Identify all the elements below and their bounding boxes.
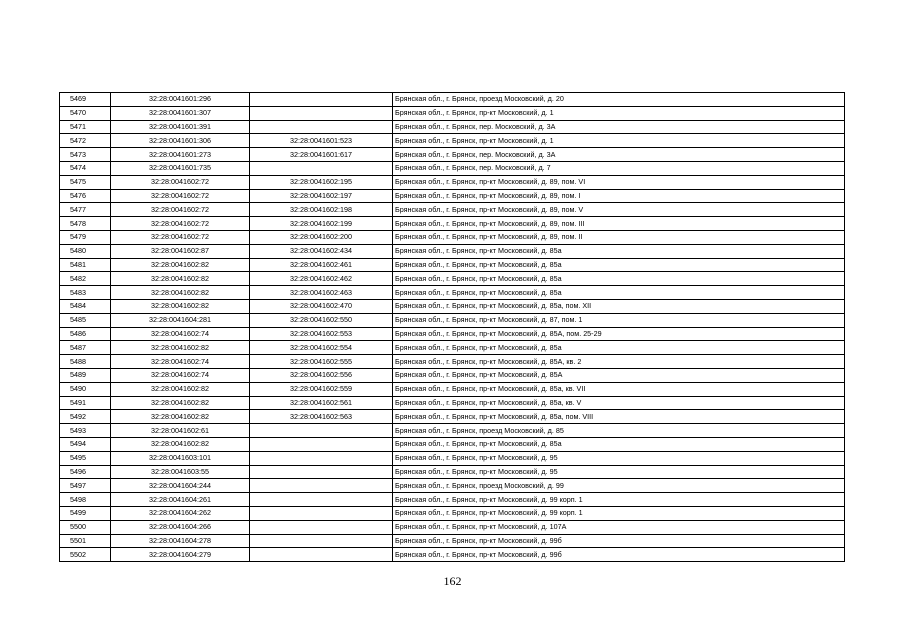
related-cadastral-number-cell [250,93,393,107]
table-row [60,534,845,548]
address-cell: Брянская обл., г. Брянск, пр-кт Московский, д. 95 [393,451,845,465]
cadastral-number-cell: 32:28:0041601:391 [111,120,250,134]
cadastral-number-cell: 32:28:0041604:278 [111,534,250,548]
related-cadastral-number-cell: 32:28:0041602:198 [250,203,393,217]
address-cell: Брянская обл., г. Брянск, проезд Московский, д. 99 [393,479,845,493]
related-cadastral-number-cell: 32:28:0041602:461 [250,258,393,272]
address-cell: Брянская обл., г. Брянск, пр-кт Московский, д. 85а [393,272,845,286]
row-number-cell: 5489 [60,368,111,382]
related-cadastral-number-cell: 32:28:0041602:462 [250,272,393,286]
row-number-cell: 5477 [60,203,111,217]
cadastral-number-cell: 32:28:0041602:72 [111,189,250,203]
table-row [60,161,845,175]
row-number-cell: 5471 [60,120,111,134]
table-row [60,368,845,382]
related-cadastral-number-cell: 32:28:0041602:559 [250,382,393,396]
related-cadastral-number-cell [250,493,393,507]
cadastral-number-cell: 32:28:0041602:82 [111,341,250,355]
row-number-cell: 5476 [60,189,111,203]
row-number-cell: 5473 [60,148,111,162]
related-cadastral-number-cell [250,437,393,451]
related-cadastral-number-cell [250,120,393,134]
row-number-cell: 5487 [60,341,111,355]
cadastral-number-cell: 32:28:0041602:87 [111,244,250,258]
table-row [60,465,845,479]
row-number-cell: 5475 [60,175,111,189]
row-number-cell: 5480 [60,244,111,258]
address-cell: Брянская обл., г. Брянск, пр-кт Московский, д. 85а, кв. V [393,396,845,410]
page-number: 162 [443,574,462,588]
related-cadastral-number-cell: 32:28:0041602:550 [250,313,393,327]
row-number-cell: 5498 [60,493,111,507]
table-row [60,148,845,162]
related-cadastral-number-cell: 32:28:0041601:523 [250,134,393,148]
address-cell: Брянская обл., г. Брянск, пр-кт Московский, д. 99б [393,534,845,548]
cadastral-number-cell: 32:28:0041602:74 [111,327,250,341]
related-cadastral-number-cell [250,520,393,534]
row-number-cell: 5472 [60,134,111,148]
cadastral-number-cell: 32:28:0041601:296 [111,93,250,107]
address-cell: Брянская обл., г. Брянск, пр-кт Московский, д. 85а, пом. XII [393,299,845,313]
table-row [60,93,845,107]
cadastral-number-cell: 32:28:0041602:72 [111,217,250,231]
address-cell: Брянская обл., г. Брянск, пр-кт Московский, д. 85а [393,341,845,355]
related-cadastral-number-cell: 32:28:0041602:553 [250,327,393,341]
address-cell: Брянская обл., г. Брянск, пр-кт Московский, д. 85А, пом. 25-29 [393,327,845,341]
address-cell: Брянская обл., г. Брянск, пр-кт Московский, д. 85а, пом. VIII [393,410,845,424]
address-cell: Брянская обл., г. Брянск, пр-кт Московский, д. 89, пом. V [393,203,845,217]
related-cadastral-number-cell: 32:28:0041602:561 [250,396,393,410]
address-cell: Брянская обл., г. Брянск, пр-кт Московский, д. 85а [393,258,845,272]
row-number-cell: 5482 [60,272,111,286]
row-number-cell: 5474 [60,161,111,175]
address-cell: Брянская обл., г. Брянск, пр-кт Московский, д. 99 корп. 1 [393,493,845,507]
table-row [60,382,845,396]
row-number-cell: 5494 [60,437,111,451]
row-number-cell: 5479 [60,230,111,244]
row-number-cell: 5486 [60,327,111,341]
address-cell: Брянская обл., г. Брянск, пер. Московский, д. 3А [393,148,845,162]
table-row [60,479,845,493]
cadastral-number-cell: 32:28:0041604:244 [111,479,250,493]
address-cell: Брянская обл., г. Брянск, пр-кт Московский, д. 87, пом. 1 [393,313,845,327]
row-number-cell: 5484 [60,299,111,313]
registry-table [59,92,845,562]
table-row [60,106,845,120]
cadastral-number-cell: 32:28:0041602:74 [111,368,250,382]
table-row [60,327,845,341]
row-number-cell: 5491 [60,396,111,410]
related-cadastral-number-cell: 32:28:0041602:556 [250,368,393,382]
related-cadastral-number-cell [250,451,393,465]
cadastral-number-cell: 32:28:0041603:101 [111,451,250,465]
table-row [60,341,845,355]
row-number-cell: 5497 [60,479,111,493]
cadastral-number-cell: 32:28:0041602:82 [111,258,250,272]
table-row [60,548,845,562]
cadastral-number-cell: 32:28:0041601:735 [111,161,250,175]
related-cadastral-number-cell: 32:28:0041602:200 [250,230,393,244]
cadastral-number-cell: 32:28:0041601:306 [111,134,250,148]
cadastral-number-cell: 32:28:0041602:82 [111,410,250,424]
row-number-cell: 5470 [60,106,111,120]
row-number-cell: 5502 [60,548,111,562]
table-row [60,244,845,258]
related-cadastral-number-cell [250,465,393,479]
table-row [60,451,845,465]
address-cell: Брянская обл., г. Брянск, пр-кт Московский, д. 89, пом. VI [393,175,845,189]
cadastral-number-cell: 32:28:0041604:266 [111,520,250,534]
row-number-cell: 5488 [60,355,111,369]
cadastral-number-cell: 32:28:0041604:279 [111,548,250,562]
related-cadastral-number-cell: 32:28:0041601:617 [250,148,393,162]
table-row [60,437,845,451]
address-cell: Брянская обл., г. Брянск, пр-кт Московский, д. 85А, кв. 2 [393,355,845,369]
cadastral-number-cell: 32:28:0041604:261 [111,493,250,507]
address-cell: Брянская обл., г. Брянск, пр-кт Московский, д. 99б [393,548,845,562]
address-cell: Брянская обл., г. Брянск, пр-кт Московский, д. 85а [393,437,845,451]
table-row [60,230,845,244]
cadastral-number-cell: 32:28:0041602:61 [111,424,250,438]
table-row [60,299,845,313]
address-cell: Брянская обл., г. Брянск, пр-кт Московский, д. 85а, кв. VII [393,382,845,396]
cadastral-number-cell: 32:28:0041603:55 [111,465,250,479]
table-row [60,286,845,300]
address-cell: Брянская обл., г. Брянск, пр-кт Московский, д. 107А [393,520,845,534]
related-cadastral-number-cell: 32:28:0041602:434 [250,244,393,258]
table-row [60,410,845,424]
related-cadastral-number-cell [250,506,393,520]
related-cadastral-number-cell: 32:28:0041602:195 [250,175,393,189]
table-row [60,493,845,507]
cadastral-number-cell: 32:28:0041602:72 [111,203,250,217]
table-row [60,272,845,286]
row-number-cell: 5469 [60,93,111,107]
table-row [60,217,845,231]
table-row [60,313,845,327]
related-cadastral-number-cell: 32:28:0041602:199 [250,217,393,231]
row-number-cell: 5495 [60,451,111,465]
cadastral-number-cell: 32:28:0041602:72 [111,230,250,244]
table-row [60,424,845,438]
address-cell: Брянская обл., г. Брянск, пр-кт Московский, д. 89, пом. I [393,189,845,203]
cadastral-number-cell: 32:28:0041602:82 [111,299,250,313]
cadastral-number-cell: 32:28:0041604:281 [111,313,250,327]
cadastral-number-cell: 32:28:0041602:74 [111,355,250,369]
address-cell: Брянская обл., г. Брянск, пр-кт Московский, д. 89, пом. II [393,230,845,244]
row-number-cell: 5490 [60,382,111,396]
address-cell: Брянская обл., г. Брянск, пр-кт Московский, д. 85а [393,286,845,300]
row-number-cell: 5499 [60,506,111,520]
address-cell: Брянская обл., г. Брянск, проезд Московский, д. 20 [393,93,845,107]
row-number-cell: 5493 [60,424,111,438]
related-cadastral-number-cell [250,548,393,562]
related-cadastral-number-cell: 32:28:0041602:197 [250,189,393,203]
related-cadastral-number-cell [250,161,393,175]
address-cell: Брянская обл., г. Брянск, пр-кт Московский, д. 99 корп. 1 [393,506,845,520]
row-number-cell: 5496 [60,465,111,479]
row-number-cell: 5481 [60,258,111,272]
row-number-cell: 5501 [60,534,111,548]
cadastral-number-cell: 32:28:0041602:82 [111,382,250,396]
cadastral-number-cell: 32:28:0041602:82 [111,437,250,451]
address-cell: Брянская обл., г. Брянск, пр-кт Московский, д. 85А [393,368,845,382]
row-number-cell: 5492 [60,410,111,424]
address-cell: Брянская обл., г. Брянск, пер. Московский, д. 3А [393,120,845,134]
related-cadastral-number-cell: 32:28:0041602:463 [250,286,393,300]
table-row [60,396,845,410]
cadastral-number-cell: 32:28:0041602:82 [111,286,250,300]
related-cadastral-number-cell: 32:28:0041602:563 [250,410,393,424]
cadastral-number-cell: 32:28:0041604:262 [111,506,250,520]
table-row [60,258,845,272]
related-cadastral-number-cell: 32:28:0041602:555 [250,355,393,369]
address-cell: Брянская обл., г. Брянск, пр-кт Московский, д. 95 [393,465,845,479]
address-cell: Брянская обл., г. Брянск, пер. Московский, д. 7 [393,161,845,175]
cadastral-number-cell: 32:28:0041602:82 [111,272,250,286]
address-cell: Брянская обл., г. Брянск, проезд Московский, д. 85 [393,424,845,438]
row-number-cell: 5478 [60,217,111,231]
table-row [60,175,845,189]
table-row [60,189,845,203]
cadastral-number-cell: 32:28:0041601:307 [111,106,250,120]
cadastral-number-cell: 32:28:0041602:82 [111,396,250,410]
row-number-cell: 5483 [60,286,111,300]
related-cadastral-number-cell [250,424,393,438]
address-cell: Брянская обл., г. Брянск, пр-кт Московский, д. 89, пом. III [393,217,845,231]
related-cadastral-number-cell [250,534,393,548]
registry-table-body [60,93,845,562]
address-cell: Брянская обл., г. Брянск, пр-кт Московский, д. 1 [393,106,845,120]
row-number-cell: 5485 [60,313,111,327]
cadastral-number-cell: 32:28:0041601:273 [111,148,250,162]
table-row [60,203,845,217]
cadastral-number-cell: 32:28:0041602:72 [111,175,250,189]
table-row [60,134,845,148]
row-number-cell: 5500 [60,520,111,534]
related-cadastral-number-cell [250,106,393,120]
table-row [60,355,845,369]
table-row [60,506,845,520]
table-row [60,520,845,534]
address-cell: Брянская обл., г. Брянск, пр-кт Московский, д. 85а [393,244,845,258]
address-cell: Брянская обл., г. Брянск, пр-кт Московский, д. 1 [393,134,845,148]
related-cadastral-number-cell: 32:28:0041602:554 [250,341,393,355]
table-row [60,120,845,134]
related-cadastral-number-cell: 32:28:0041602:470 [250,299,393,313]
related-cadastral-number-cell [250,479,393,493]
